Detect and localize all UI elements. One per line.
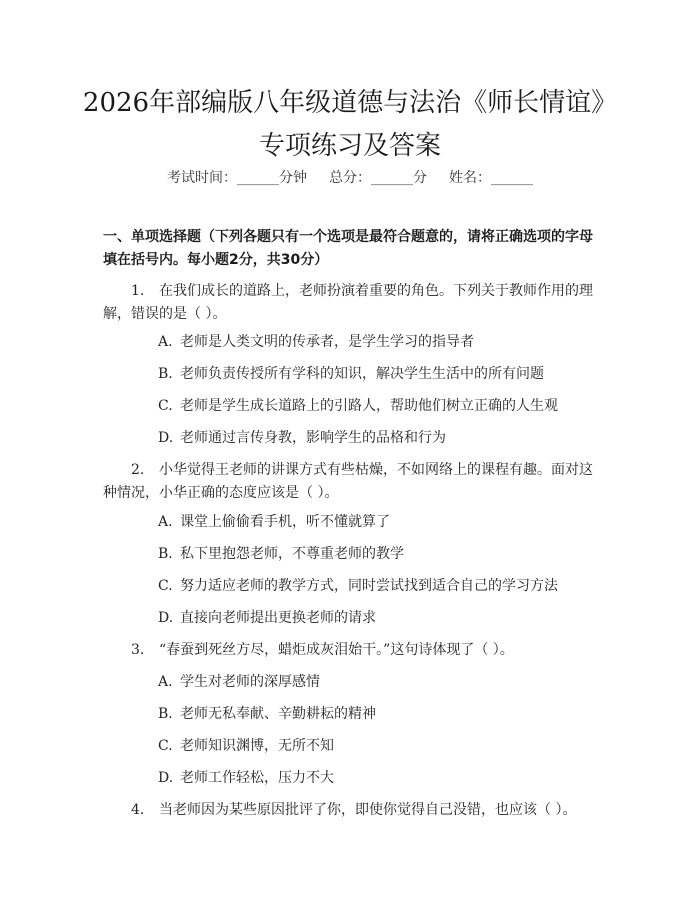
option-text: 老师负责传授所有学科的知识，解决学生生活中的所有问题 [180, 366, 544, 382]
question-4 [103, 799, 600, 822]
exam-time-label: 考试时间：______分钟 [167, 170, 307, 186]
question-text: “春蚕到死丝方尽，蜡炬成灰泪始干。”这句诗体现了（ ）。 [159, 642, 514, 658]
option-text: 老师是学生成长道路上的引路人，帮助他们树立正确的人生观 [180, 398, 558, 414]
question-3-option-a [158, 672, 598, 692]
question-2 [103, 459, 600, 505]
question-3-option-c [158, 736, 598, 756]
option-letter: B. [158, 366, 173, 382]
question-2-option-c [158, 576, 598, 596]
question-text: 当老师因为某些原因批评了你，即使你觉得自己没错，也应该（ ）。 [159, 802, 577, 818]
student-name-label: 姓名：______ [449, 170, 533, 186]
question-3-option-b [158, 704, 598, 724]
option-text: 努力适应老师的教学方式，同时尝试找到适合自己的学习方法 [180, 578, 558, 594]
option-text: 老师工作轻松，压力不大 [180, 770, 334, 786]
option-text: 老师知识渊博，无所不知 [180, 738, 334, 754]
option-text: 老师无私奉献、辛勤耕耘的精神 [180, 706, 376, 722]
option-letter: D. [158, 430, 174, 446]
option-text: 直接向老师提出更换老师的请求 [180, 610, 376, 626]
option-text: 课堂上偷偷看手机，听不懂就算了 [180, 514, 390, 530]
option-text: 老师是人类文明的传承者，是学生学习的指导者 [180, 334, 474, 350]
question-3-option-d [158, 768, 598, 788]
option-letter: A. [158, 514, 173, 530]
option-letter: B. [158, 546, 173, 562]
option-text: 私下里抱怨老师，不尊重老师的教学 [180, 546, 404, 562]
question-number: 1. [131, 283, 145, 299]
question-number: 3. [131, 642, 145, 658]
option-letter: C. [158, 578, 173, 594]
question-2-option-b [158, 544, 598, 564]
question-1 [103, 280, 600, 326]
option-letter: C. [158, 398, 173, 414]
section-heading: 一、单项选择题（下列各题只有一个选项是最符合题意的，请将正确选项的字母填在括号内。每小题2分，共30分） [103, 229, 593, 268]
option-letter: D. [158, 610, 174, 626]
question-1-option-b [158, 364, 598, 384]
question-2-option-d [158, 608, 598, 628]
option-letter: A. [158, 334, 173, 350]
option-letter: D. [158, 770, 174, 786]
exam-meta [0, 168, 700, 188]
question-1-option-a [158, 332, 598, 352]
option-text: 老师通过言传身教，影响学生的品格和行为 [180, 430, 446, 446]
option-letter: A. [158, 674, 173, 690]
option-letter: C. [158, 738, 173, 754]
question-text: 在我们成长的道路上，老师扮演着重要的角色。下列关于教师作用的理解，错误的是（ ）。 [103, 283, 593, 322]
question-2-option-a [158, 512, 598, 532]
question-number: 2. [131, 462, 145, 478]
total-score-label: 总分：______分 [329, 170, 427, 186]
option-letter: B. [158, 706, 173, 722]
question-1-option-c [158, 396, 598, 416]
option-text: 学生对老师的深厚感情 [180, 674, 320, 690]
question-3 [103, 639, 600, 662]
question-1-option-d [158, 428, 598, 448]
question-number: 4. [131, 802, 145, 818]
question-text: 小华觉得王老师的讲课方式有些枯燥，不如网络上的课程有趣。面对这种情况，小华正确的态度应该是（ ）。 [103, 462, 593, 501]
document-title: 2026年部编版八年级道德与法治《师长情谊》专项练习及答案 [82, 88, 618, 161]
